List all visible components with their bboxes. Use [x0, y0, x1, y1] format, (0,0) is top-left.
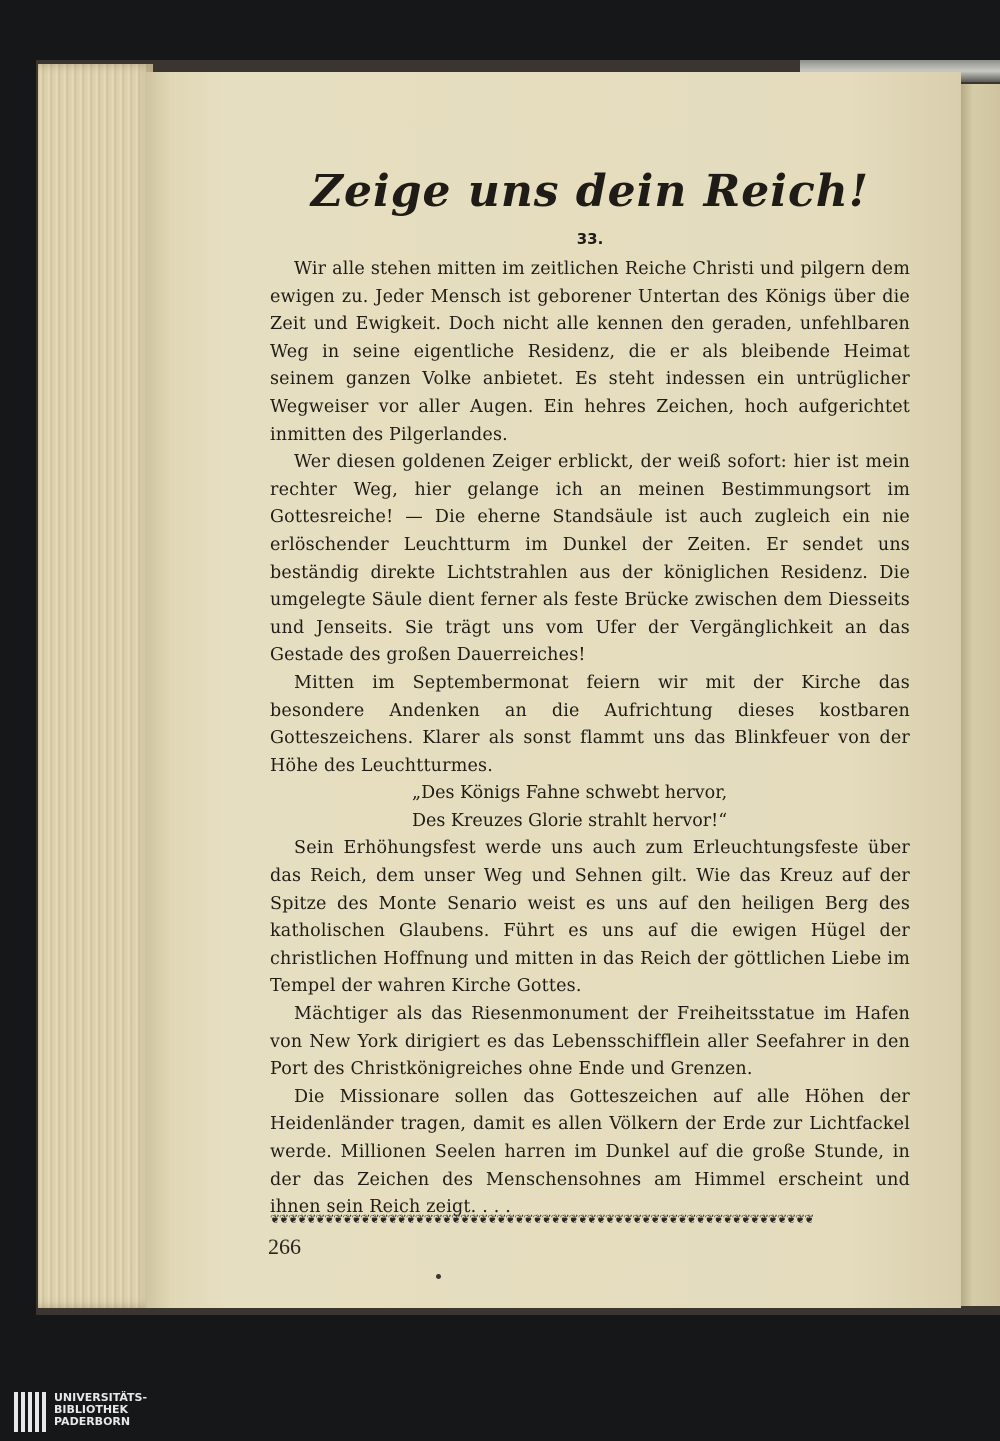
ornamental-rule: ❦❦❦❦❦❦❦❦❦❦❦❦❦❦❦❦❦❦❦❦❦❦❦❦❦❦❦❦❦❦❦❦❦❦❦❦❦❦❦❦❦❦❦❦❦❦❦❦❦❦❦❦❦❦❦❦❦❦❦❦ [270, 1212, 814, 1226]
verse-line: Des Kreuzes Glorie strahlt hervor!“ [412, 810, 728, 831]
paragraph: Mächtiger als das Riesenmonument der Freiheitsstatue im Hafen von New York dirigiert es das Lebensschifflein aller Seefahrer in den Port des Christkönigreiches ohne Ende und Grenzen. [270, 1004, 910, 1080]
page-number: 266 [268, 1234, 301, 1259]
paragraph: Wer diesen goldenen Zeiger erblickt, der weiß sofort: hier ist mein rechter Weg, hier gelange ich an meinen Bestimmungsort im Gottesreiche! — Die eherne Standsäule ist auch zugleich ein nie erlöschender Leuchtturm im Dunkel der Zeiten. Er sendet uns beständig direkte Lichtstrahlen aus der königlichen Residenz. Die umgelegte Säule dient ferner als feste Brücke zwischen dem Diesseits und Jenseits. Sie trägt uns vom Ufer der Vergänglichkeit an das Gestade des großen Dauerreiches! [270, 452, 910, 666]
logo-text [54, 1392, 147, 1428]
library-logo [14, 1392, 214, 1432]
ink-dot [436, 1274, 441, 1279]
chapter-title: Zeige uns dein Reich! [310, 166, 870, 217]
logo-line: PADERBORN [54, 1415, 131, 1428]
paragraph: Wir alle stehen mitten im zeitlichen Reiche Christi und pilgern dem ewigen zu. Jeder Mensch ist geborener Untertan des Königs über die Zeit und Ewigkeit. Doch nicht alle kennen den geraden, unfehlbaren Weg in seine eigentliche Residenz, die er als bleibende Heimat seinem ganzen Volke anbietet. Es steht indessen ein untrüglicher Wegweiser vor aller Augen. Ein hehres Zeichen, hoch aufgerichtet inmitten des Pilgerlandes. [270, 259, 910, 445]
logo-line: UNIVERSITÄTS- [54, 1391, 148, 1404]
facing-page-edge [961, 84, 1000, 1306]
paragraph: Sein Erhöhungsfest werde uns auch zum Erleuchtungsfeste über das Reich, dem unser Weg und Sehnen gilt. Wie das Kreuz auf der Spitze des Monte Senario weist es uns auf den heiligen Berg des katholischen Glaubens. Führt es uns auf die ewigen Hügel der christlichen Hoffnung und mitten in das Reich der göttlichen Liebe im Tempel der wahren Kirche Gottes. [270, 838, 910, 997]
logo-bars-icon [14, 1392, 48, 1432]
paragraph: Die Missionare sollen das Gotteszeichen auf alle Höhen der Heidenländer tragen, damit es allen Völkern der Erde zur Lichtfackel werde. Millionen Seelen harren im Dunkel auf die große Stunde, in der das Zeichen des Menschensohnes am Himmel erscheint und ihnen sein Reich zeigt. . . . [270, 1086, 910, 1218]
verse-line: „Des Königs Fahne schwebt hervor, [412, 783, 728, 804]
page-stack-edge [38, 64, 153, 1308]
section-number: 33. [576, 230, 604, 248]
logo-line: BIBLIOTHEK [54, 1403, 129, 1416]
page-content [270, 150, 910, 1222]
paragraph: Mitten im Septembermonat feiern wir mit der Kirche das besondere Andenken an die Aufrichtung dieses kostbaren Gotteszeichens. Klarer als sonst flammt uns das Blinkfeuer von der Höhe des Leuchtturmes. [270, 672, 910, 776]
